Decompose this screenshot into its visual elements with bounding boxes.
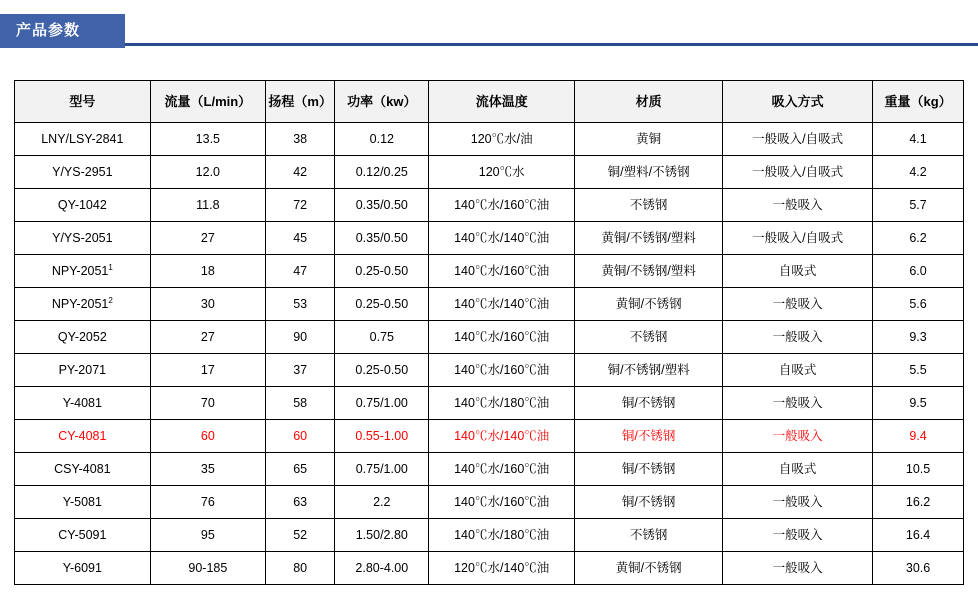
cell-power: 0.75/1.00 — [335, 387, 429, 420]
cell-model: Y-4081 — [15, 387, 151, 420]
cell-head: 53 — [266, 288, 335, 321]
cell-suction-type: 一般吸入 — [723, 189, 873, 222]
column-header-model: 型号 — [15, 81, 151, 123]
table-row — [15, 189, 964, 222]
cell-head: 52 — [266, 519, 335, 552]
column-header-suction-type: 吸入方式 — [723, 81, 873, 123]
cell-model: CY-4081 — [15, 420, 151, 453]
cell-model: CY-5091 — [15, 519, 151, 552]
cell-suction-type: 一般吸入 — [723, 519, 873, 552]
cell-material: 黄铜/不锈钢/塑料 — [575, 255, 723, 288]
cell-head: 58 — [266, 387, 335, 420]
cell-material: 黄铜 — [575, 123, 723, 156]
product-spec-table — [14, 80, 964, 585]
cell-head: 90 — [266, 321, 335, 354]
cell-power: 0.75 — [335, 321, 429, 354]
cell-flow: 18 — [150, 255, 265, 288]
cell-fluid-temperature: 140℃水/180℃油 — [429, 519, 575, 552]
cell-fluid-temperature: 140℃水/140℃油 — [429, 222, 575, 255]
column-header-power: 功率（kw） — [335, 81, 429, 123]
column-header-material: 材质 — [575, 81, 723, 123]
table-row — [15, 453, 964, 486]
cell-head: 45 — [266, 222, 335, 255]
header-accent-block — [0, 14, 125, 48]
table-row — [15, 420, 964, 453]
cell-power: 0.25-0.50 — [335, 354, 429, 387]
cell-suction-type: 一般吸入/自吸式 — [723, 222, 873, 255]
cell-material: 铜/不锈钢/塑料 — [575, 354, 723, 387]
cell-model: QY-2052 — [15, 321, 151, 354]
column-header-weight: 重量（kg） — [873, 81, 964, 123]
model-footnote-marker: 2 — [108, 295, 113, 305]
cell-head: 65 — [266, 453, 335, 486]
column-header-fluid-temperature: 流体温度 — [429, 81, 575, 123]
table-row — [15, 255, 964, 288]
cell-fluid-temperature: 120℃水/油 — [429, 123, 575, 156]
table-header — [15, 81, 964, 123]
cell-model: Y-5081 — [15, 486, 151, 519]
cell-weight: 4.1 — [873, 123, 964, 156]
page-title: 产品参数 — [16, 22, 81, 39]
cell-power: 0.12/0.25 — [335, 156, 429, 189]
cell-flow: 90-185 — [150, 552, 265, 585]
header-divider — [125, 43, 978, 46]
cell-suction-type: 一般吸入/自吸式 — [723, 156, 873, 189]
spec-table-container — [14, 80, 964, 585]
section-header — [0, 14, 978, 48]
cell-power: 0.75/1.00 — [335, 453, 429, 486]
table-row — [15, 486, 964, 519]
cell-flow: 17 — [150, 354, 265, 387]
cell-power: 0.55-1.00 — [335, 420, 429, 453]
cell-weight: 9.3 — [873, 321, 964, 354]
cell-suction-type: 一般吸入 — [723, 387, 873, 420]
cell-fluid-temperature: 140℃水/160℃油 — [429, 189, 575, 222]
cell-model: Y/YS-2051 — [15, 222, 151, 255]
cell-material: 铜/不锈钢 — [575, 486, 723, 519]
cell-head: 72 — [266, 189, 335, 222]
cell-suction-type: 一般吸入 — [723, 321, 873, 354]
cell-flow: 13.5 — [150, 123, 265, 156]
cell-suction-type: 自吸式 — [723, 453, 873, 486]
column-header-head: 扬程（m） — [266, 81, 335, 123]
cell-fluid-temperature: 120℃水 — [429, 156, 575, 189]
table-row — [15, 321, 964, 354]
cell-model: Y/YS-2951 — [15, 156, 151, 189]
cell-material: 铜/不锈钢 — [575, 420, 723, 453]
table-row — [15, 387, 964, 420]
cell-fluid-temperature: 140℃水/140℃油 — [429, 420, 575, 453]
model-footnote-marker: 1 — [108, 262, 113, 272]
cell-power: 0.12 — [335, 123, 429, 156]
cell-material: 铜/不锈钢 — [575, 453, 723, 486]
cell-power: 0.25-0.50 — [335, 255, 429, 288]
cell-weight: 5.7 — [873, 189, 964, 222]
cell-head: 38 — [266, 123, 335, 156]
cell-head: 47 — [266, 255, 335, 288]
cell-weight: 16.2 — [873, 486, 964, 519]
cell-flow: 60 — [150, 420, 265, 453]
cell-power: 0.25-0.50 — [335, 288, 429, 321]
cell-flow: 35 — [150, 453, 265, 486]
cell-weight: 4.2 — [873, 156, 964, 189]
cell-suction-type: 自吸式 — [723, 255, 873, 288]
cell-flow: 70 — [150, 387, 265, 420]
cell-model: NPY-2051$^2$ — [15, 288, 151, 321]
cell-power: 1.50/2.80 — [335, 519, 429, 552]
cell-head: 60 — [266, 420, 335, 453]
cell-flow: 11.8 — [150, 189, 265, 222]
cell-material: 黄铜/不锈钢 — [575, 288, 723, 321]
cell-suction-type: 一般吸入 — [723, 420, 873, 453]
cell-head: 37 — [266, 354, 335, 387]
table-row — [15, 222, 964, 255]
cell-head: 63 — [266, 486, 335, 519]
cell-suction-type: 一般吸入 — [723, 486, 873, 519]
cell-power: 0.35/0.50 — [335, 189, 429, 222]
table-body — [15, 123, 964, 585]
cell-suction-type: 一般吸入 — [723, 288, 873, 321]
cell-power: 0.35/0.50 — [335, 222, 429, 255]
cell-fluid-temperature: 140℃水/160℃油 — [429, 486, 575, 519]
table-row — [15, 123, 964, 156]
cell-model: LNY/LSY-2841 — [15, 123, 151, 156]
column-header-flow: 流量（L/min） — [150, 81, 265, 123]
cell-weight: 30.6 — [873, 552, 964, 585]
cell-fluid-temperature: 140℃水/180℃油 — [429, 387, 575, 420]
cell-power: 2.2 — [335, 486, 429, 519]
cell-material: 不锈钢 — [575, 321, 723, 354]
cell-material: 铜/塑料/不锈钢 — [575, 156, 723, 189]
table-row — [15, 552, 964, 585]
cell-suction-type: 一般吸入 — [723, 552, 873, 585]
cell-material: 不锈钢 — [575, 189, 723, 222]
cell-weight: 6.0 — [873, 255, 964, 288]
cell-flow: 27 — [150, 222, 265, 255]
cell-material: 不锈钢 — [575, 519, 723, 552]
cell-flow: 95 — [150, 519, 265, 552]
cell-weight: 5.6 — [873, 288, 964, 321]
cell-model: CSY-4081 — [15, 453, 151, 486]
cell-model: PY-2071 — [15, 354, 151, 387]
cell-material: 黄铜/不锈钢 — [575, 552, 723, 585]
cell-material: 黄铜/不锈钢/塑料 — [575, 222, 723, 255]
cell-head: 42 — [266, 156, 335, 189]
table-row — [15, 288, 964, 321]
cell-weight: 9.5 — [873, 387, 964, 420]
cell-weight: 10.5 — [873, 453, 964, 486]
cell-power: 2.80-4.00 — [335, 552, 429, 585]
cell-fluid-temperature: 140℃水/160℃油 — [429, 354, 575, 387]
cell-weight: 9.4 — [873, 420, 964, 453]
cell-flow: 12.0 — [150, 156, 265, 189]
cell-material: 铜/不锈钢 — [575, 387, 723, 420]
cell-flow: 76 — [150, 486, 265, 519]
cell-weight: 5.5 — [873, 354, 964, 387]
cell-flow: 27 — [150, 321, 265, 354]
table-header-row — [15, 81, 964, 123]
table-row — [15, 519, 964, 552]
cell-model: NPY-2051$^1$ — [15, 255, 151, 288]
cell-model: QY-1042 — [15, 189, 151, 222]
cell-weight: 16.4 — [873, 519, 964, 552]
cell-fluid-temperature: 140℃水/160℃油 — [429, 321, 575, 354]
cell-suction-type: 一般吸入/自吸式 — [723, 123, 873, 156]
table-row — [15, 156, 964, 189]
cell-fluid-temperature: 120℃水/140℃油 — [429, 552, 575, 585]
cell-head: 80 — [266, 552, 335, 585]
cell-weight: 6.2 — [873, 222, 964, 255]
table-row — [15, 354, 964, 387]
cell-suction-type: 自吸式 — [723, 354, 873, 387]
cell-fluid-temperature: 140℃水/160℃油 — [429, 255, 575, 288]
cell-flow: 30 — [150, 288, 265, 321]
cell-fluid-temperature: 140℃水/160℃油 — [429, 453, 575, 486]
cell-fluid-temperature: 140℃水/140℃油 — [429, 288, 575, 321]
cell-model: Y-6091 — [15, 552, 151, 585]
